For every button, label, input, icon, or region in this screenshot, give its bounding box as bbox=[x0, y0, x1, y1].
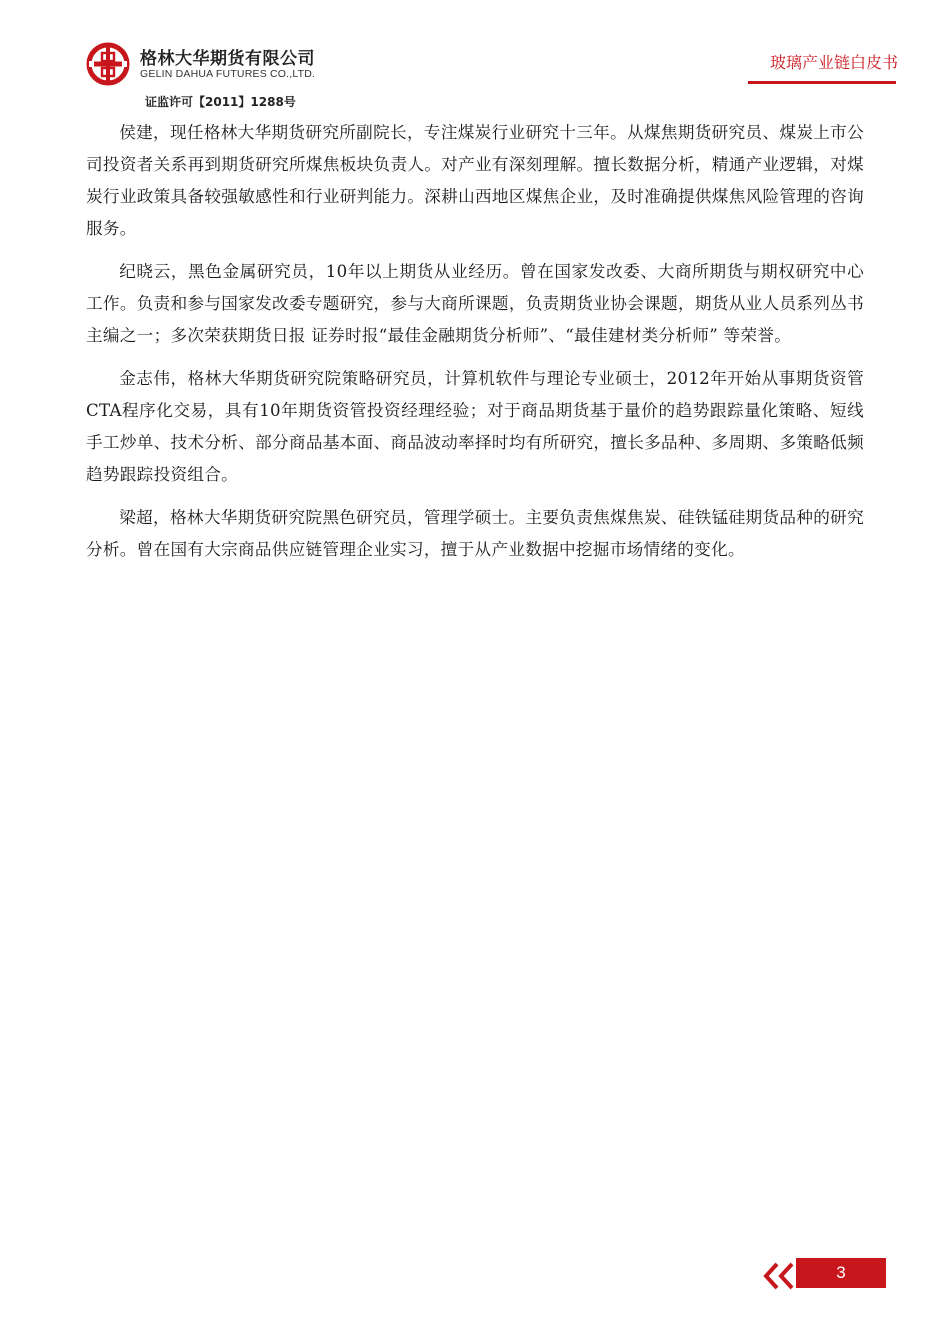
report-title: 玻璃产业链白皮书 bbox=[769, 53, 898, 72]
page-header bbox=[0, 0, 950, 115]
bio-paragraph-ji-xiaoyun: 纪晓云，黑色金属研究员，10年以上期货从业经历。曾在国家发改委、大商所期货与期权研究中心工作。负责和参与国家发改委专题研究，参与大商所课题，负责期货业协会课题，期货从业人员系列丛书主编之一；多次荣获期货日报 证券时报“最佳金融期货分析师”、“最佳建材类分析师” 等荣誉。 bbox=[86, 262, 864, 345]
company-logo-icon bbox=[86, 42, 130, 86]
double-chevron-left-icon bbox=[762, 1261, 798, 1291]
company-name-cn: 格林大华期货有限公司 bbox=[140, 49, 315, 69]
bio-paragraph-hou-jian: 侯建，现任格林大华期货研究所副院长，专注煤炭行业研究十三年。从煤焦期货研究员、煤炭上市公司投资者关系再到期货研究所煤焦板块负责人。对产业有深刻理解。擅长数据分析，精通产业逻辑，对煤炭行业政策具备较强敏感性和行业研判能力。深耕山西地区煤焦企业，及时准确提供煤焦风险管理的咨询服务。 bbox=[86, 123, 864, 238]
bio-paragraph-jin-zhiwei: 金志伟，格林大华期货研究院策略研究员，计算机软件与理论专业硕士，2012年开始从事期货资管CTA程序化交易，具有10年期货资管投资经理经验；对于商品期货基于量价的趋势跟踪量化策略、短线手工炒单、技术分析、部分商品基本面、商品波动率择时均有所研究，擅长多品种、多周期、多策略低频趋势跟踪投资组合。 bbox=[86, 369, 864, 484]
title-underline bbox=[748, 81, 896, 84]
main-content bbox=[86, 117, 864, 577]
page-number: 3 bbox=[796, 1258, 886, 1288]
license-number: 证监许可【2011】1288号 bbox=[145, 95, 296, 109]
bio-paragraph-liang-chao: 梁超，格林大华期货研究院黑色研究员，管理学硕士。主要负责焦煤焦炭、硅铁锰硅期货品种的研究分析。曾在国有大宗商品供应链管理企业实习，擅于从产业数据中挖掘市场情绪的变化。 bbox=[86, 508, 864, 559]
company-name-en: GELIN DAHUA FUTURES CO.,LTD. bbox=[140, 68, 316, 80]
